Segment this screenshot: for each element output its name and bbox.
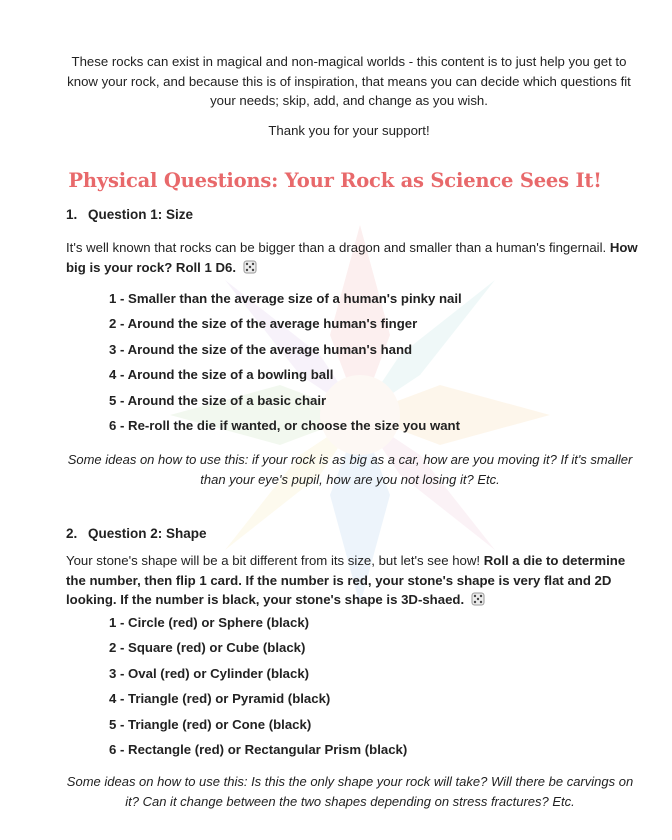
list-item: 2 - Square (red) or Cube (black) <box>109 640 306 656</box>
list-item: 2 - Around the size of the average human's finger <box>109 316 418 332</box>
list-item: 3 - Oval (red) or Cylinder (black) <box>109 665 310 681</box>
list-item: 5 - Around the size of a basic chair <box>109 392 327 408</box>
ideas-note-shape: Some ideas on how to use this: Is this the only shape your rock will take? Will there be carvings on it? Can it change between the two shapes depending on stress fractures? Etc. <box>66 774 634 809</box>
list-item: 1 - Circle (red) or Sphere (black) <box>109 615 310 630</box>
question-instruction: Roll a die to determine the number, then flip 1 card. If the number is red, your stone's shape is very flat and 2D looking. If the number is black, your stone's shape is 3D-shaed. <box>66 553 626 607</box>
shape-options-list <box>109 613 407 765</box>
list-item: 1 - Smaller than the average size of a human's pinky nail <box>109 291 462 306</box>
question-body-text: Your stone's shape will be a bit different from its size, but let's see how! <box>66 553 484 568</box>
list-item: 6 - Rectangle (red) or Rectangular Prism (black) <box>109 741 408 757</box>
list-item: 6 - Re-roll the die if wanted, or choose the size you want <box>109 417 460 433</box>
question-body-size <box>66 238 638 277</box>
question-body-shape <box>66 551 638 610</box>
section-title: Physical Questions: Your Rock as Science Sees It! <box>68 169 602 192</box>
question-heading-size <box>66 207 193 222</box>
question-title: Question 1: Size <box>88 207 194 222</box>
ideas-note-size: Some ideas on how to use this: if your rock is as big as a car, how are you moving it? If it's smaller than your eye's pupil, how are you not losing it? Etc. <box>67 452 633 487</box>
size-options-list <box>109 289 462 441</box>
list-item: 3 - Around the size of the average human's hand <box>109 341 413 357</box>
intro-paragraph: These rocks can exist in magical and non-magical worlds - this content is to just help you get to know your rock, and because this is of inspiration, that means you can decide which questions fit your needs; skip, add, and change as you wish. <box>67 54 631 108</box>
question-heading-shape <box>66 526 207 541</box>
dice-icon <box>243 260 257 274</box>
question-number: 1. <box>66 207 78 222</box>
question-title: Question 2: Shape <box>88 526 207 541</box>
question-body-text: It's well known that rocks can be bigger than a dragon and smaller than a human's fingernail. <box>66 240 610 255</box>
question-number: 2. <box>66 526 78 541</box>
thanks-text: Thank you for your support! <box>268 123 430 138</box>
question-instruction: How big is your rock? Roll 1 D6. <box>66 240 638 275</box>
list-item: 4 - Triangle (red) or Pyramid (black) <box>109 691 331 707</box>
dice-icon <box>471 592 485 606</box>
list-item: 4 - Around the size of a bowling ball <box>109 367 334 383</box>
list-item: 5 - Triangle (red) or Cone (black) <box>109 716 312 732</box>
